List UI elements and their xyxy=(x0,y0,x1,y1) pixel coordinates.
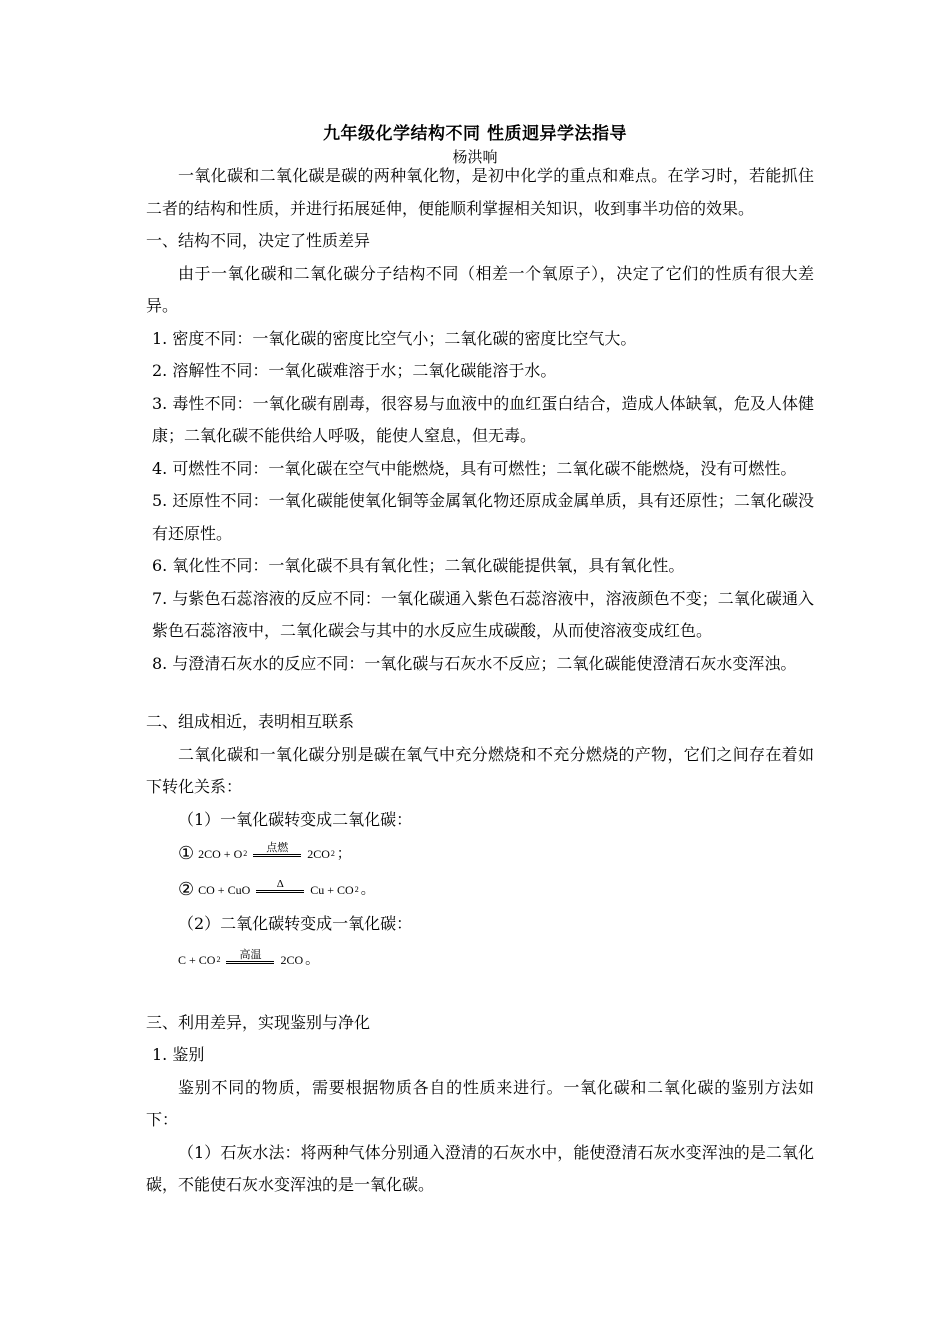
reaction-arrow xyxy=(226,950,274,964)
section1-item: 7. 与紫色石蕊溶液的反应不同：一氧化碳通入紫色石蕊溶液中，溶液颜色不变；二氧化碳通入紫色石蕊溶液中，二氧化碳会与其中的水反应生成碳酸，从而使溶液变成红色。 xyxy=(152,588,814,640)
section1-item: 2. 溶解性不同：一氧化碳难溶于水；二氧化碳能溶于水。 xyxy=(152,361,557,380)
equation-formula xyxy=(178,944,319,977)
equation-right-subscript: 2 xyxy=(330,848,335,858)
section2-intro: 二氧化碳和一氧化碳分别是碳在氧气中充分燃烧和不充分燃烧的产物，它们之间存在着如下转化关系： xyxy=(146,744,814,796)
equation-punctuation: 。 xyxy=(360,881,375,898)
section1-item: 1. 密度不同：一氧化碳的密度比空气小；二氧化碳的密度比空气大。 xyxy=(152,328,637,348)
section2-sub2: （2）二氧化碳转变成一氧化碳： xyxy=(178,914,413,933)
equation-left-subscript: 2 xyxy=(216,955,221,965)
equation-formula xyxy=(198,838,351,871)
section1-heading: 一、结构不同，决定了性质差异 xyxy=(146,231,371,250)
equation-right-subscript: 2 xyxy=(354,884,359,894)
document-body xyxy=(146,160,814,1202)
section3-intro: 鉴别不同的物质，需要根据物质各自的性质来进行。一氧化碳和二氧化碳的鉴别方法如下： xyxy=(146,1077,814,1129)
section3-heading: 三、利用差异，实现鉴别与净化 xyxy=(146,1012,371,1032)
equation-formula xyxy=(198,874,375,907)
section-spacer xyxy=(146,680,814,706)
section2-heading: 二、组成相近，表明相互联系 xyxy=(146,712,355,731)
equation-right: 2CO xyxy=(307,846,330,861)
equation-punctuation: 。 xyxy=(305,952,320,969)
document-title: 九年级化学结构不同 性质迥异学法指导 xyxy=(323,124,627,144)
section1-item: 4. 可燃性不同：一氧化碳在空气中能燃烧，具有可燃性；二氧化碳不能燃烧，没有可燃性。 xyxy=(152,458,797,478)
equals-bar xyxy=(256,890,304,893)
intro-paragraph: 一氧化碳和二氧化碳是碳的两种氧化物，是初中化学的重点和难点。在学习时，若能抓住二者的结构和性质，并进行拓展延伸，便能顺利掌握相关知识，收到事半功倍的效果。 xyxy=(146,166,814,218)
reaction-condition: 点燃 xyxy=(266,842,289,854)
equation-left: CO + CuO xyxy=(198,882,251,897)
equation-3 xyxy=(146,941,814,981)
section3-method: （1）石灰水法：将两种气体分别通入澄清的石灰水中，能使澄清石灰水变浑浊的是二氧化碳，不能使石灰水变浑浊的是一氧化碳。 xyxy=(146,1142,814,1194)
section1-intro: 由于一氧化碳和二氧化碳分子结构不同（相差一个氧原子），决定了它们的性质有很大差异。 xyxy=(146,263,814,315)
equation-left: 2CO + O xyxy=(198,846,243,861)
section1-item: 8. 与澄清石灰水的反应不同：一氧化碳与石灰水不反应；二氧化碳能使澄清石灰水变浑浊。 xyxy=(152,653,797,673)
equals-bar xyxy=(226,961,274,964)
equation-right: Cu + CO xyxy=(310,882,354,897)
section1-item: 5. 还原性不同：一氧化碳能使氧化铜等金属氧化物还原成金属单质，具有还原性；二氧化碳没有还原性。 xyxy=(152,491,814,543)
equation-left: C + CO xyxy=(178,953,216,968)
section3-item: 1. 鉴别 xyxy=(152,1045,205,1064)
reaction-arrow xyxy=(256,879,304,893)
equation-right: 2CO xyxy=(280,953,304,968)
section1-item: 3. 毒性不同：一氧化碳有剧毒，很容易与血液中的血红蛋白结合，造成人体缺氧，危及人体健康；二氧化碳不能供给人呼吸，能使人窒息，但无毒。 xyxy=(152,393,814,445)
reaction-condition: Δ xyxy=(276,878,284,890)
equals-bar xyxy=(253,854,301,857)
section2-sub1: （1）一氧化碳转变成二氧化碳： xyxy=(178,809,413,829)
reaction-arrow xyxy=(253,843,301,857)
equation-number: ① xyxy=(178,842,195,864)
reaction-condition: 高温 xyxy=(239,948,262,961)
equation-number: ② xyxy=(178,878,195,900)
document-author: 杨洪响 xyxy=(452,148,498,166)
equation-left-subscript: 2 xyxy=(243,848,248,858)
section1-item: 6. 氧化性不同：一氧化碳不具有氧化性；二氧化碳能提供氧，具有氧化性。 xyxy=(152,556,685,575)
equation-2 xyxy=(146,872,814,908)
section-spacer xyxy=(146,981,814,1007)
equation-1 xyxy=(146,836,814,872)
equation-punctuation: ； xyxy=(336,845,351,862)
